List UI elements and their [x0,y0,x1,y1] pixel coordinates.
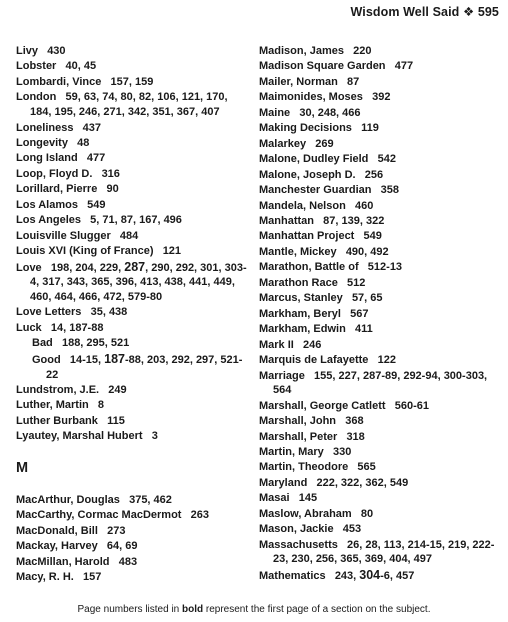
entry-pages: 90 [106,183,119,196]
index-entry [16,182,251,197]
entry-heading: Mandela, Nelson [259,199,346,212]
entry-heading: Lyautey, Marshal Hubert [16,430,143,443]
index-entry [259,460,499,475]
entry-heading: Marshall, Peter [259,430,338,443]
entry-heading: Longevity [16,136,68,149]
entry-heading: Massachusetts [259,538,338,551]
index-column-right [259,44,499,584]
entry-pages: 115 [107,414,125,427]
entry-heading: Marshall, George Catlett [259,399,386,412]
entry-pages: 483 [118,555,138,568]
index-entry-love: Love 198, 204, 229, 287, 290, 292, 301, 303-4, 317, 343, 365, 396, 413, 438, 441, 449, 460, 464, 466, 472, 579-80 [16,259,247,303]
entry-heading: MacCarthy, Cormac MacDermot [16,509,182,522]
index-entry [259,369,499,398]
bold-page-number: 304 [359,567,381,582]
entry-heading: Markham, Beryl [259,307,341,320]
index-entry [259,445,499,460]
entry-heading: Manchester Guardian [259,184,372,197]
entry-pages: 8 [97,399,105,412]
entry-pages: 122 [377,354,396,367]
entry-pages: 437 [82,121,101,134]
index-entry [259,353,499,368]
index-entry [16,429,251,444]
entry-pages: 30, 248, 466 [299,106,361,119]
entry-pages: 119 [361,122,379,135]
entry-pages: 567 [350,307,369,320]
entry-pages: 5, 71, 87, 167, 496 [90,214,182,227]
entry-heading: Malone, Dudley Field [259,153,369,166]
entry-heading: MacDonald, Bill [16,524,98,537]
index-entry-luck: Luck 14, 187-88 [16,321,104,334]
index-entry [16,136,251,151]
index-entry [259,430,499,445]
index-entry [259,307,499,322]
entry-heading: Mackay, Harvey [16,540,98,553]
index-entry [259,414,499,429]
entry-pages: 490, 492 [345,245,389,258]
entry-heading: Martin, Theodore [259,461,349,474]
index-entry [259,245,499,260]
entry-heading: Maryland [259,476,308,489]
entry-heading: Mason, Jackie [259,523,334,536]
index-entry [16,213,251,228]
entry-pages: 263 [190,509,209,522]
index-column-left [16,44,251,586]
entry-pages: 542 [377,153,396,166]
index-entry [16,493,251,508]
entry-heading: Martin, Mary [259,446,324,459]
index-entry [16,44,251,59]
entry-heading: Louis XVI (King of France) [16,245,154,258]
index-entry [259,229,499,244]
index-entry [16,59,251,74]
entry-heading: Los Alamos [16,198,78,211]
entry-heading: Lombardi, Vince [16,75,102,88]
index-entry [16,229,251,244]
entry-heading: Marathon, Battle of [259,261,359,274]
entry-heading: Malone, Joseph D. [259,168,356,181]
entry-pages: 273 [107,524,126,537]
index-entry [16,383,251,398]
entry-pages: 453 [342,523,362,536]
entry-heading: Marquis de Lafayette [259,354,369,367]
entry-pages: 157, 159 [110,75,154,88]
entry-heading: MacArthur, Douglas [16,493,120,506]
index-entry [259,276,499,291]
index-entry [259,538,499,567]
entry-heading: MacMillan, Harold [16,555,110,568]
entry-pages: 87 [347,75,360,88]
entry-heading: Madison, James [259,45,344,57]
index-entry [259,199,499,214]
entry-pages: 316 [101,167,120,180]
entry-heading: Luther, Martin [16,399,89,412]
entry-pages: 48 [77,136,90,149]
entry-pages: 549 [363,230,382,243]
entry-pages: 220 [353,45,372,57]
entry-pages: 222, 322, 362, 549 [316,476,409,489]
entry-heading: Loop, Floyd D. [16,167,93,180]
entry-pages: 477 [394,60,414,73]
entry-pages: 460 [354,199,374,212]
entry-pages: 392 [372,91,391,104]
entry-heading: Markham, Edwin [259,323,346,336]
index-entry [259,476,499,491]
entry-pages: 368 [345,415,364,428]
entry-pages: 549 [87,198,106,211]
entry-pages: 565 [357,461,376,474]
entry-heading: Louisville Slugger [16,229,111,242]
entry-heading: Lundstrom, J.E. [16,383,100,396]
entry-pages: 145 [298,492,318,505]
index-entry [259,137,499,152]
index-entry [16,244,251,259]
entry-heading: Malarkey [259,137,307,150]
entry-pages: 155, 227, 287-89, 292-94, 300-303, 564 [273,369,488,397]
entry-pages: 57, 65 [351,292,383,305]
entry-heading: Luther Burbank [16,414,98,427]
entry-heading: Marathon Race [259,276,338,289]
index-entry [259,90,499,105]
entry-pages: 411 [354,323,373,336]
index-entry [259,44,499,59]
entry-pages: 40, 45 [65,60,97,73]
index-entry [259,507,499,522]
entry-heading: Masai [259,492,290,505]
index-entry [16,570,251,585]
entry-heading: Manhattan Project [259,230,355,243]
entry-heading: Lobster [16,60,57,73]
entry-pages: 560-61 [394,399,429,412]
entry-heading: Maslow, Abraham [259,507,352,520]
index-entry [16,121,251,136]
index-entry [259,106,499,121]
entry-pages: 318 [346,430,365,443]
entry-heading: Madison Square Garden [259,60,386,73]
entry-pages: 256 [364,168,384,181]
entry-heading: Marshall, John [259,415,337,428]
index-entry [16,524,251,539]
bold-page-number: 287 [124,259,146,274]
entry-heading: Long Island [16,152,78,165]
entry-pages: 249 [108,383,127,396]
index-entry [16,414,251,429]
entry-heading: Livy [16,45,39,57]
entry-pages: 484 [119,229,139,242]
index-entry [16,75,251,90]
entry-pages: 59, 63, 74, 80, 82, 106, 121, 170, 184, 195, 246, 271, 342, 351, 367, 407 [30,91,228,119]
index-entry [259,491,499,506]
entry-pages: 157 [83,571,102,584]
entry-pages: 375, 462 [129,493,172,506]
index-entry [16,508,251,523]
entry-pages: 87, 139, 322 [323,214,385,227]
entry-heading: Los Angeles [16,214,81,227]
entry-heading: Manhattan [259,214,314,227]
entry-heading: Lorillard, Pierre [16,183,98,196]
entry-heading: Maine [259,106,291,119]
index-entry [259,291,499,306]
entry-heading: Mantle, Mickey [259,245,337,258]
footer-note: Page numbers listed in bold represent the first page of a section on the subject. [77,604,431,615]
entry-pages: 26, 28, 113, 214-15, 219, 222-23, 230, 256, 365, 369, 404, 497 [273,538,495,566]
entry-pages: 269 [315,137,334,150]
index-entry [259,183,499,198]
index-entry [259,59,499,74]
entry-heading: Mark II [259,338,294,351]
index-entry [259,322,499,337]
entry-heading: Maimonides, Moses [259,91,363,104]
entry-heading: Macy, R. H. [16,571,74,584]
entry-pages: 358 [380,184,400,197]
index-entry [259,399,499,414]
index-entry [259,338,499,353]
index-entry [259,260,499,275]
index-entry-love-letters: Love Letters 35, 438 [16,306,128,319]
entry-heading: Loneliness [16,121,74,134]
index-entry [259,152,499,167]
index-entry [259,214,499,229]
index-subentry-good: Good 14-15, 187-88, 203, 292, 297, 521-22 [32,351,243,381]
entry-pages: 330 [332,446,352,459]
entry-pages: 3 [151,430,158,443]
index-entry [259,168,499,183]
index-subentry-bad: Bad 188, 295, 521 [32,337,130,350]
index-entry [259,121,499,136]
index-entry [259,522,499,537]
entry-heading: Making Decisions [259,122,352,135]
entry-pages: 477 [86,152,106,165]
entry-heading: London [16,91,57,104]
entry-pages: 512 [347,276,366,289]
entry-heading: Marriage [259,369,305,382]
entry-pages: 64, 69 [106,540,138,553]
entry-pages: 430 [47,45,66,57]
running-header: Wisdom Well Said ❖ 595 [350,5,499,19]
entry-pages: 246 [303,338,322,351]
bold-page-number: 187 [104,351,125,366]
index-entry [16,198,251,213]
index-entry [16,539,251,554]
index-entry [16,90,251,119]
entry-heading: Mailer, Norman [259,75,338,88]
entry-pages: 512-13 [367,261,403,274]
entry-pages: 121 [162,245,182,258]
index-entry [16,398,251,413]
index-entry [16,167,251,182]
index-entry [16,151,251,166]
index-entry-mathematics: Mathematics 243, 304-6, 457 [259,567,415,582]
entry-heading: Marcus, Stanley [259,292,343,305]
section-letter: M [16,459,29,476]
index-entry [259,75,499,90]
entry-pages: 80 [360,507,374,520]
index-entry [16,555,251,570]
